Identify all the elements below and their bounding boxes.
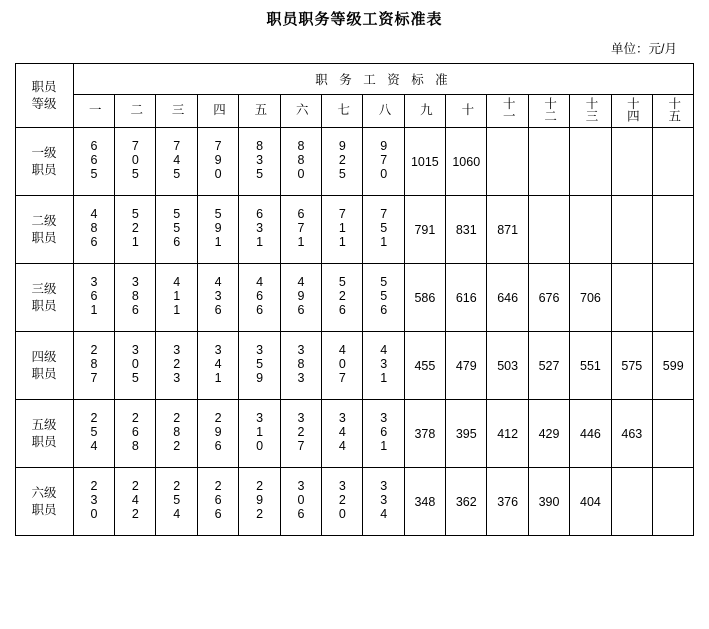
- cell-value: 586: [414, 290, 436, 305]
- cell-r1-c1: [73, 128, 114, 196]
- document-page: [0, 8, 709, 629]
- cell-r1-c3: [156, 128, 197, 196]
- cell-value: 390: [538, 494, 560, 509]
- cell-value: 431: [376, 343, 391, 385]
- cell-r2-c10: [446, 196, 487, 264]
- cell-value: 970: [376, 139, 391, 181]
- cell-r5-c10: [446, 400, 487, 468]
- cell-r1-c2: [114, 128, 155, 196]
- grade-header-4: [197, 95, 238, 128]
- cell-value: 287: [86, 343, 101, 385]
- cell-value: 496: [293, 275, 308, 317]
- cell-value: 412: [497, 426, 519, 441]
- grade-header-13: [570, 95, 611, 128]
- cell-value: 880: [293, 139, 308, 181]
- cell-value: 378: [414, 426, 436, 441]
- cell-value: 575: [621, 358, 643, 373]
- cell-value: 479: [455, 358, 477, 373]
- cell-value: 266: [211, 479, 226, 521]
- grade-header-15: [653, 95, 694, 128]
- cell-r6-c8: [363, 468, 404, 536]
- cell-value: 831: [455, 222, 477, 237]
- cell-r1-c13: [570, 128, 611, 196]
- grade-header-12-label: 十二: [542, 97, 557, 122]
- table-row: [15, 196, 694, 264]
- grade-header-2: [114, 95, 155, 128]
- cell-value: 503: [497, 358, 519, 373]
- cell-value: 305: [128, 343, 143, 385]
- cell-value: 230: [86, 479, 101, 521]
- cell-value: 599: [662, 358, 684, 373]
- row-label-4: 四级 职员: [15, 332, 73, 400]
- row-label-6: 六级 职员: [15, 468, 73, 536]
- cell-value: 327: [293, 411, 308, 453]
- cell-r5-c7: [321, 400, 362, 468]
- grade-header-4-label: 四: [211, 103, 226, 116]
- cell-r1-c6: [280, 128, 321, 196]
- cell-r2-c4: [197, 196, 238, 264]
- cell-r3-c8: [363, 264, 404, 332]
- cell-r4-c12: [528, 332, 569, 400]
- cell-r4-c7: [321, 332, 362, 400]
- cell-value: 751: [376, 207, 391, 249]
- cell-r6-c14: [611, 468, 652, 536]
- cell-r5-c3: [156, 400, 197, 468]
- grade-header-row: [15, 95, 694, 128]
- cell-r5-c15: [653, 400, 694, 468]
- cell-r5-c12: [528, 400, 569, 468]
- cell-r2-c14: [611, 196, 652, 264]
- cell-r1-c7: [321, 128, 362, 196]
- cell-r4-c14: [611, 332, 652, 400]
- cell-r4-c8: [363, 332, 404, 400]
- grade-header-7-label: 七: [335, 103, 350, 116]
- cell-r2-c9: [404, 196, 445, 264]
- cell-r6-c9: [404, 468, 445, 536]
- cell-r4-c9: [404, 332, 445, 400]
- cell-value: 404: [580, 494, 601, 509]
- cell-value: 362: [455, 494, 477, 509]
- cell-value: 455: [414, 358, 436, 373]
- cell-value: 526: [335, 275, 350, 317]
- table-row: [15, 128, 694, 196]
- grade-header-10: [446, 95, 487, 128]
- cell-value: 871: [497, 222, 519, 237]
- cell-r1-c8: [363, 128, 404, 196]
- unit-note: 单位：元/月: [611, 42, 677, 56]
- grade-header-15-label: 十五: [666, 97, 681, 122]
- grade-header-2-label: 二: [128, 103, 143, 116]
- cell-value: 361: [376, 411, 391, 453]
- cell-r3-c4: [197, 264, 238, 332]
- cell-r3-c1: [73, 264, 114, 332]
- table-body: [15, 128, 694, 536]
- cell-r2-c11: [487, 196, 528, 264]
- grade-header-14-label: 十四: [625, 97, 640, 122]
- cell-value: 711: [335, 207, 350, 249]
- cell-value: 745: [169, 139, 184, 181]
- cell-value: 292: [252, 479, 267, 521]
- grade-header-9-label: 九: [418, 103, 433, 116]
- grade-header-14: [611, 95, 652, 128]
- cell-r4-c11: [487, 332, 528, 400]
- grade-header-11: [487, 95, 528, 128]
- cell-value: 671: [293, 207, 308, 249]
- cell-r4-c13: [570, 332, 611, 400]
- cell-value: 344: [335, 411, 350, 453]
- cell-r3-c13: [570, 264, 611, 332]
- row-label-1: 一级 职员: [15, 128, 73, 196]
- cell-r3-c5: [239, 264, 280, 332]
- cell-r4-c2: [114, 332, 155, 400]
- cell-value: 323: [169, 343, 184, 385]
- cell-value: 376: [497, 494, 519, 509]
- cell-value: 521: [128, 207, 143, 249]
- cell-r2-c15: [653, 196, 694, 264]
- cell-r2-c13: [570, 196, 611, 264]
- cell-r4-c1: [73, 332, 114, 400]
- grade-header-3-label: 三: [170, 103, 185, 116]
- cell-r3-c10: [446, 264, 487, 332]
- cell-r3-c9: [404, 264, 445, 332]
- cell-r2-c3: [156, 196, 197, 264]
- cell-value: 835: [252, 139, 267, 181]
- grade-header-1: [73, 95, 114, 128]
- cell-r3-c3: [156, 264, 197, 332]
- row-label-5: 五级 职员: [15, 400, 73, 468]
- cell-value: 665: [86, 139, 101, 181]
- cell-r4-c15: [653, 332, 694, 400]
- cell-r4-c3: [156, 332, 197, 400]
- cell-r2-c1: [73, 196, 114, 264]
- cell-r4-c5: [239, 332, 280, 400]
- cell-r1-c15: [653, 128, 694, 196]
- grade-header-5: [239, 95, 280, 128]
- page-title: 职员职务等级工资标准表: [266, 11, 443, 28]
- cell-r2-c7: [321, 196, 362, 264]
- row-label-3: 三级 职员: [15, 264, 73, 332]
- cell-r1-c12: [528, 128, 569, 196]
- cell-r2-c8: [363, 196, 404, 264]
- cell-value: 411: [169, 275, 184, 317]
- cell-value: 395: [455, 426, 477, 441]
- cell-value: 591: [211, 207, 226, 249]
- cell-value: 1060: [452, 154, 481, 169]
- cell-r6-c1: [73, 468, 114, 536]
- cell-value: 254: [169, 479, 184, 521]
- cell-r1-c14: [611, 128, 652, 196]
- cell-r3-c12: [528, 264, 569, 332]
- grade-header-13-label: 十三: [583, 97, 598, 122]
- cell-r5-c2: [114, 400, 155, 468]
- table-row: [15, 468, 694, 536]
- cell-r3-c7: [321, 264, 362, 332]
- grade-header-11-label: 十一: [501, 97, 516, 122]
- table-row: [15, 264, 694, 332]
- cell-r5-c8: [363, 400, 404, 468]
- cell-r6-c11: [487, 468, 528, 536]
- cell-r6-c5: [239, 468, 280, 536]
- cell-r4-c10: [446, 332, 487, 400]
- grade-header-7: [321, 95, 362, 128]
- cell-value: 551: [580, 358, 601, 373]
- cell-value: 925: [335, 139, 350, 181]
- cell-r6-c2: [114, 468, 155, 536]
- cell-r1-c5: [239, 128, 280, 196]
- cell-r5-c11: [487, 400, 528, 468]
- grade-header-6: [280, 95, 321, 128]
- cell-r5-c1: [73, 400, 114, 468]
- grade-header-9: [404, 95, 445, 128]
- cell-value: 705: [128, 139, 143, 181]
- cell-value: 254: [86, 411, 101, 453]
- cell-value: 310: [252, 411, 267, 453]
- cell-value: 268: [128, 411, 143, 453]
- cell-r6-c13: [570, 468, 611, 536]
- cell-r1-c10: [446, 128, 487, 196]
- cell-value: 436: [211, 275, 226, 317]
- cell-r3-c2: [114, 264, 155, 332]
- table-row: [15, 332, 694, 400]
- grade-header-8: [363, 95, 404, 128]
- cell-r5-c6: [280, 400, 321, 468]
- cell-value: 466: [252, 275, 267, 317]
- cell-value: 1015: [410, 154, 439, 169]
- cell-value: 556: [169, 207, 184, 249]
- cell-r6-c7: [321, 468, 362, 536]
- cell-value: 616: [455, 290, 477, 305]
- cell-value: 676: [538, 290, 560, 305]
- cell-r6-c15: [653, 468, 694, 536]
- cell-value: 486: [86, 207, 101, 249]
- grade-header-1-label: 一: [87, 103, 102, 116]
- grade-header-3: [156, 95, 197, 128]
- cell-r5-c9: [404, 400, 445, 468]
- cell-r3-c14: [611, 264, 652, 332]
- grade-header-5-label: 五: [252, 103, 267, 116]
- cell-r6-c12: [528, 468, 569, 536]
- cell-value: 296: [211, 411, 226, 453]
- cell-r2-c2: [114, 196, 155, 264]
- cell-value: 282: [169, 411, 184, 453]
- cell-r5-c5: [239, 400, 280, 468]
- row-label-2: 二级 职员: [15, 196, 73, 264]
- cell-value: 320: [335, 479, 350, 521]
- cell-value: 706: [580, 290, 601, 305]
- cell-r1-c4: [197, 128, 238, 196]
- cell-value: 429: [538, 426, 560, 441]
- grade-header-10-label: 十: [459, 103, 474, 116]
- cell-value: 407: [335, 343, 350, 385]
- cell-value: 556: [376, 275, 391, 317]
- cell-r3-c11: [487, 264, 528, 332]
- cell-value: 527: [538, 358, 560, 373]
- cell-r6-c3: [156, 468, 197, 536]
- cell-r4-c6: [280, 332, 321, 400]
- cell-r4-c4: [197, 332, 238, 400]
- cell-r6-c10: [446, 468, 487, 536]
- cell-r5-c4: [197, 400, 238, 468]
- cell-r3-c6: [280, 264, 321, 332]
- cell-value: 446: [580, 426, 601, 441]
- cell-value: 463: [621, 426, 643, 441]
- corner-header-rank: 职员 等级: [15, 64, 73, 128]
- cell-r1-c11: [487, 128, 528, 196]
- cell-value: 359: [252, 343, 267, 385]
- cell-value: 646: [497, 290, 519, 305]
- cell-value: 348: [414, 494, 436, 509]
- cell-value: 361: [86, 275, 101, 317]
- cell-value: 334: [376, 479, 391, 521]
- cell-value: 242: [128, 479, 143, 521]
- cell-r5-c14: [611, 400, 652, 468]
- table-header: [15, 64, 694, 128]
- cell-r1-c9: [404, 128, 445, 196]
- cell-value: 790: [211, 139, 226, 181]
- cell-r5-c13: [570, 400, 611, 468]
- cell-r2-c5: [239, 196, 280, 264]
- cell-value: 386: [128, 275, 143, 317]
- cell-r6-c4: [197, 468, 238, 536]
- grade-header-8-label: 八: [377, 103, 392, 116]
- group-header-wage-standard: 职 务 工 资 标 准: [73, 64, 694, 95]
- grade-header-6-label: 六: [294, 103, 309, 116]
- cell-r3-c15: [653, 264, 694, 332]
- cell-r2-c6: [280, 196, 321, 264]
- table-row: [15, 400, 694, 468]
- cell-value: 383: [293, 343, 308, 385]
- wage-standard-table: [15, 63, 695, 536]
- cell-value: 631: [252, 207, 267, 249]
- cell-value: 306: [293, 479, 308, 521]
- cell-value: 341: [211, 343, 226, 385]
- cell-r6-c6: [280, 468, 321, 536]
- cell-value: 791: [414, 222, 436, 237]
- cell-r2-c12: [528, 196, 569, 264]
- grade-header-12: [528, 95, 569, 128]
